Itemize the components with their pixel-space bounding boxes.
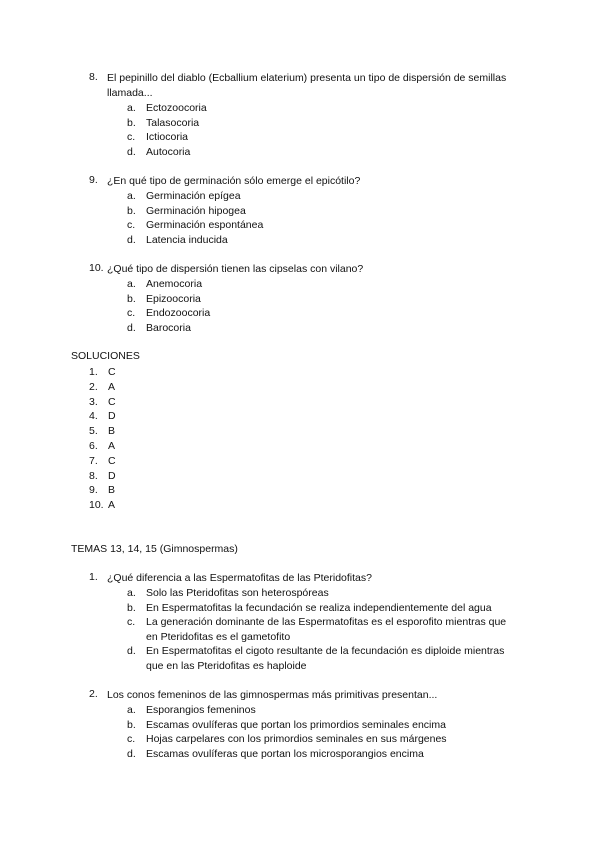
question-number: 8. (89, 71, 98, 83)
question-number: 2. (89, 688, 98, 700)
solution-item: 1. C (89, 366, 116, 378)
question-10 (0, 262, 600, 335)
option-c: c. Germinación espontánea (127, 219, 264, 232)
question-text: Los conos femeninos de las gimnospermas más primitivas presentan... (107, 689, 438, 701)
question-2 (0, 688, 600, 761)
option-d: d. Latencia inducida (127, 233, 228, 246)
option-d: d. En Espermatofitas el cigoto resultante de la fecundación es diploide mientras que en las Pteridofitas es haploide (127, 645, 505, 672)
solutions-list (0, 365, 600, 513)
option-a: a. Anemocoria (127, 278, 203, 290)
solution-item: 4. D (89, 410, 116, 423)
question-number: 10. (89, 262, 104, 274)
question-number: 1. (89, 571, 98, 583)
option-b: b. Germinación hipogea (127, 204, 246, 217)
option-a: a. Ectozoocoria (127, 102, 207, 114)
question-8 (0, 71, 600, 159)
option-b: b. En Espermatofitas la fecundación se realiza independientemente del agua (127, 601, 492, 614)
option-b: b. Talasocoria (127, 116, 200, 129)
option-b: b. Epizoocoria (127, 292, 201, 305)
solution-item: 7. C (89, 454, 116, 467)
solution-item: 9. B (89, 484, 116, 497)
question-text: El pepinillo del diablo (Ecballium elaterium) presenta un tipo de dispersión de semillas llamada... (107, 72, 507, 99)
option-d: d. Autocoria (127, 145, 191, 158)
question-1 (0, 571, 600, 673)
option-a: a. Solo las Pteridofitas son heterospóreas (127, 587, 329, 599)
solution-item: 2. A (89, 380, 116, 393)
solution-item: 8. D (89, 469, 116, 482)
option-d: d. Barocoria (127, 321, 191, 334)
question-text: ¿Qué tipo de dispersión tienen las cipselas con vilano? (107, 263, 364, 275)
solutions-heading: SOLUCIONES (71, 350, 140, 362)
question-9 (0, 174, 600, 247)
option-c: c. Hojas carpelares con los primordios seminales en sus márgenes (127, 733, 447, 746)
question-text: ¿Qué diferencia a las Espermatofitas de las Pteridofitas? (107, 572, 372, 584)
section-heading: TEMAS 13, 14, 15 (Gimnospermas) (71, 543, 238, 555)
question-number: 9. (89, 174, 98, 186)
option-c: c. Ictiocoria (127, 131, 189, 144)
solution-item: 3. C (89, 395, 116, 408)
question-text: ¿En qué tipo de germinación sólo emerge el epicótilo? (107, 175, 361, 187)
option-c: c. Endozoocoria (127, 307, 211, 320)
solution-item: 10. A (89, 499, 116, 512)
option-c: c. La generación dominante de las Espermatofitas es el esporofito mientras que en Pteridofitas es el gametofito (127, 616, 507, 643)
solution-item: 6. A (89, 439, 116, 452)
option-a: a. Germinación epígea (127, 190, 241, 202)
option-d: d. Escamas ovulíferas que portan los microsporangios encima (127, 747, 424, 760)
solution-item: 5. B (89, 425, 116, 438)
option-b: b. Escamas ovulíferas que portan los primordios seminales encima (127, 718, 446, 731)
option-a: a. Esporangios femeninos (127, 704, 256, 716)
